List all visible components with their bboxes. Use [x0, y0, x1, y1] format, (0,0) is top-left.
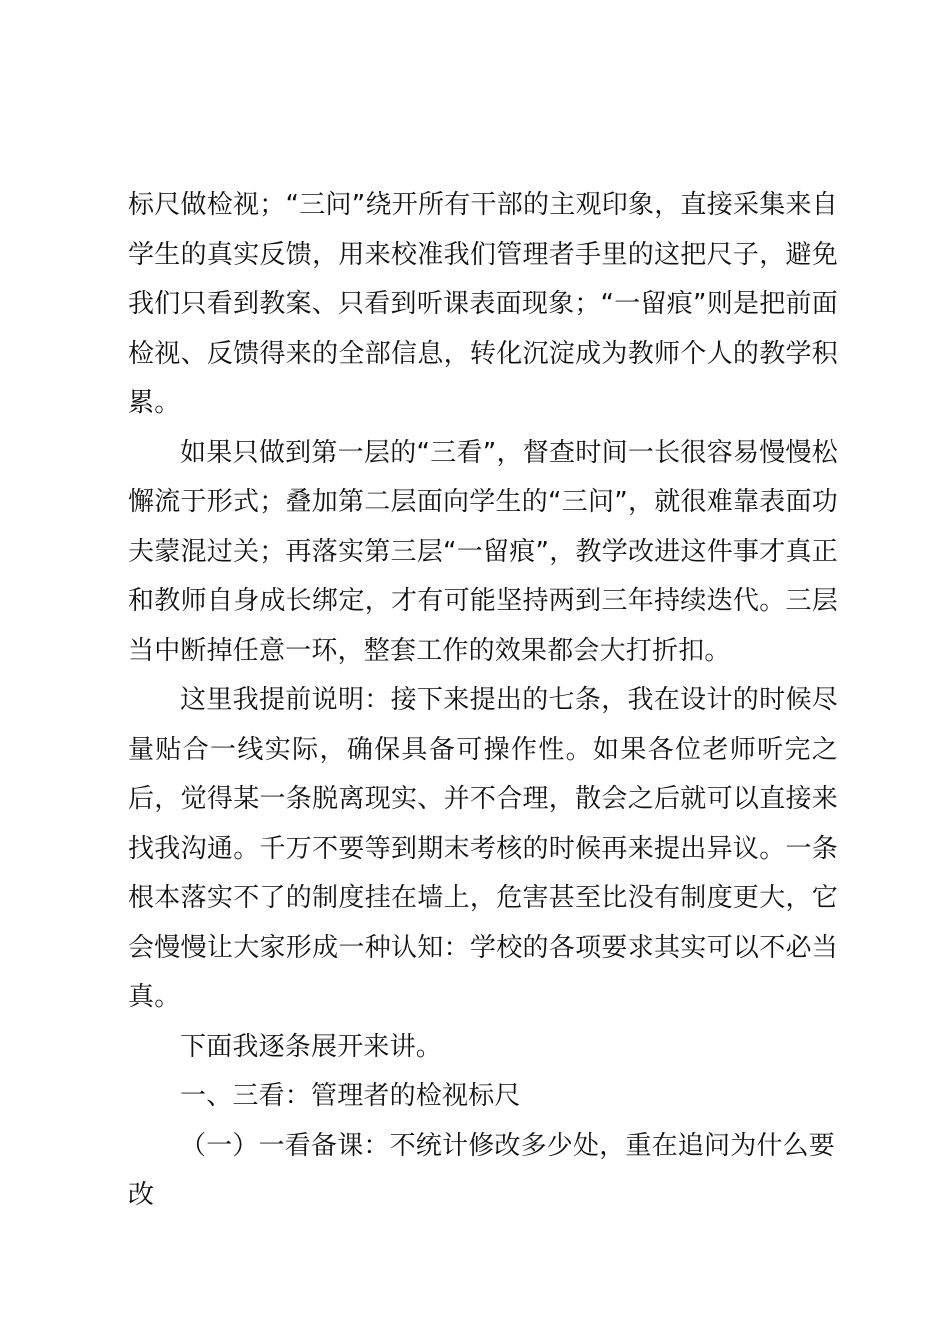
paragraph-continuation: 标尺做检视；“三问”绕开所有干部的主观印象，直接采集来自学生的真实反馈，用来校准我们管理者手里的这把尺子，避免我们只看到教案、只看到听课表面现象；“一留痕”则是把前面检视、反馈得来的全部信息，转化沉淀成为教师个人的教学积累。 [128, 190, 838, 418]
subsection-heading: （一）一看备课：不统计修改多少处，重在追问为什么要改 [128, 1130, 836, 1210]
paragraph-transition: 下面我逐条展开来讲。 [180, 1031, 443, 1062]
section-heading: 一、三看：管理者的检视标尺 [180, 1081, 521, 1111]
paragraph-explanation: 这里我提前说明：接下来提出的七条，我在设计的时候尽量贴合一线实际，确保具备可操作性。如果各位老师听完之后，觉得某一条脱离现实、并不合理，散会之后就可以直接来找我沟通。千万不要等到期末考核的时候再来提出异议。一条根本落实不了的制度挂在墙上，危害甚至比没有制度更大，它会慢慢让大家形成一种认知：学校的各项要求其实可以不必当真。 [128, 685, 838, 1012]
document-body [128, 181, 838, 1221]
paragraph-three-layers: 如果只做到第一层的“三看”，督查时间一长很容易慢慢松懈流于形式；叠加第二层面向学生的“三问”，就很难靠表面功夫蒙混过关；再落实第三层“一留痕”，教学改进这件事才真正和教师自身成长绑定，才有可能坚持两到三年持续迭代。三层当中断掉任意一环，整套工作的效果都会大打折扣。 [128, 437, 838, 666]
